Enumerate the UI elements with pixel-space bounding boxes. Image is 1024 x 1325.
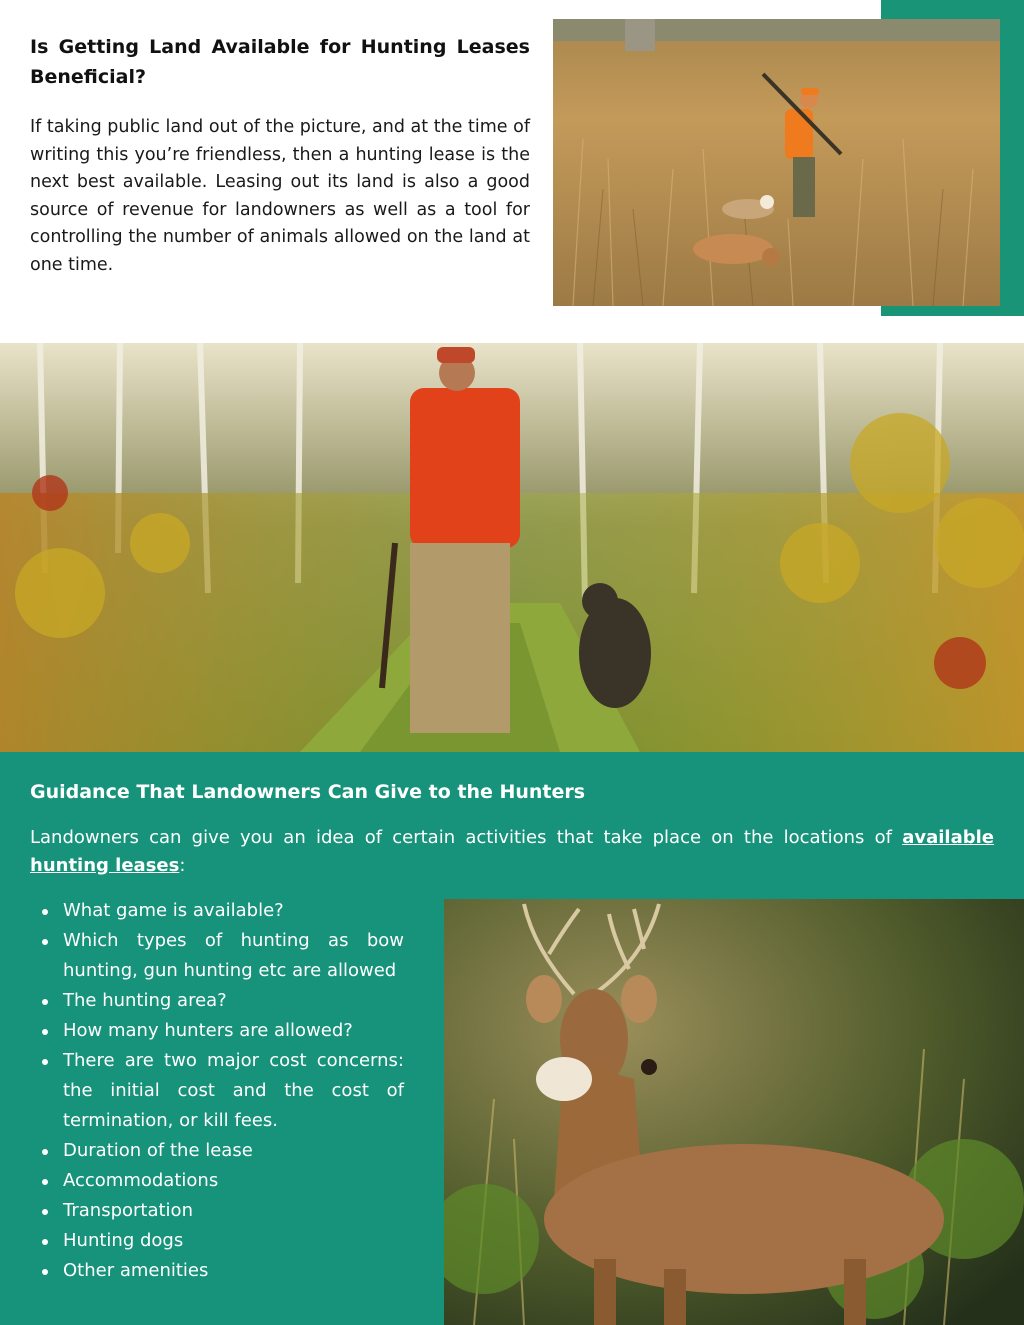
section-title: Is Getting Land Available for Hunting Leases Beneficial? <box>30 36 530 88</box>
guidance-title: Guidance That Landowners Can Give to the Hunters <box>30 781 586 803</box>
deer-buck-photo <box>444 899 1024 1325</box>
list-item: Other amenities <box>30 1256 404 1286</box>
list-item: The hunting area? <box>30 986 404 1016</box>
list-item: Transportation <box>30 1196 404 1226</box>
guidance-intro <box>30 824 994 879</box>
available-hunting-leases-link[interactable]: available hunting leases <box>30 827 994 876</box>
list-item: There are two major cost concerns: the initial cost and the cost of termination, or kill fees. <box>30 1046 404 1136</box>
intro-paragraph: If taking public land out of the picture, and at the time of writing this you’re friendless, then a hunting lease is the next best available. Leasing out its land is also a good source of revenue for landowners as well as a tool for controlling the number of animals allowed on the land at one time. <box>30 117 530 275</box>
guidance-intro-text: Landowners can give you an idea of certain activities that take place on the locations of <box>30 827 903 848</box>
list-item: Which types of hunting as bow hunting, gun hunting etc are allowed <box>30 926 404 986</box>
forest-trail-photo <box>0 343 1024 752</box>
list-item: Hunting dogs <box>30 1226 404 1256</box>
guidance-intro-suffix: : <box>179 854 186 876</box>
list-item: What game is available? <box>30 896 404 926</box>
guidance-bullet-list <box>30 896 404 1286</box>
hunter-field-photo <box>553 19 1000 306</box>
list-item: How many hunters are allowed? <box>30 1016 404 1046</box>
list-item: Duration of the lease <box>30 1136 404 1166</box>
list-item: Accommodations <box>30 1166 404 1196</box>
